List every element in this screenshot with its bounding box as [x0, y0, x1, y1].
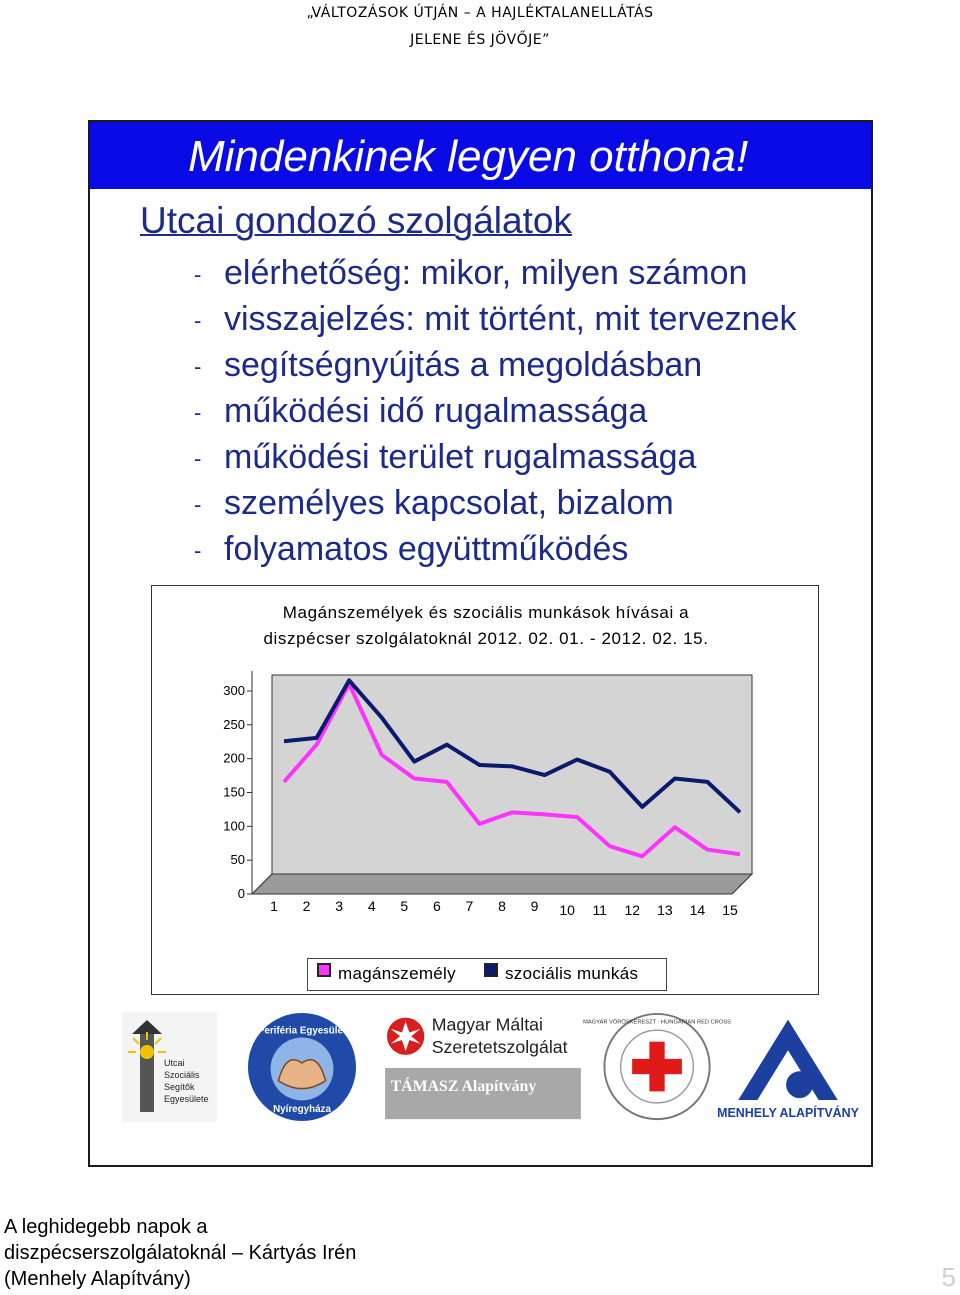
x-tick-label: 3: [335, 898, 344, 914]
periferia-top-text: Periféria Egyesület: [257, 1025, 347, 1037]
footer: [4, 1214, 356, 1292]
usse-line-2: Szociális: [164, 1070, 200, 1080]
bullet-marker: -: [194, 492, 202, 517]
section-heading: Utcai gondozó szolgálatok: [140, 200, 572, 241]
bullet-item: [188, 250, 797, 296]
maltai-logo: [378, 1012, 588, 1122]
bullet-text: működési terület rugalmassága: [224, 438, 697, 476]
header-line-1: „VÁLTOZÁSOK ÚTJÁN – A HAJLÉKTALANELLÁTÁS: [306, 5, 654, 21]
chart-legend: [307, 958, 667, 991]
chart: [151, 585, 819, 995]
usse-line-3: Segítők: [164, 1082, 195, 1092]
x-tick-label: 9: [530, 898, 539, 914]
red-cross-ring-text: MAGYAR VÖRÖSKERESZT · HUNGARIAN RED CROSS: [583, 1019, 731, 1026]
bullet-item: [188, 296, 797, 342]
bullet-marker: -: [194, 538, 202, 563]
bullet-text: segítségnyújtás a megoldásban: [224, 346, 703, 384]
menhely-logo: [718, 1012, 858, 1122]
logo-strip: [118, 1012, 859, 1142]
bullet-marker: -: [194, 262, 202, 287]
y-tick-label: 50: [230, 852, 245, 868]
x-tick-label: 10: [559, 902, 575, 918]
y-tick-label: 250: [223, 716, 245, 732]
page-header: [0, 0, 960, 54]
bullet-marker: -: [194, 354, 202, 379]
header-line-2: JELENE ÉS JÖVŐJE”: [410, 32, 550, 48]
bullet-marker: -: [194, 400, 202, 425]
bullet-item: [188, 388, 797, 434]
legend-label-social-worker: szociális munkás: [505, 964, 639, 983]
x-tick-label: 13: [657, 902, 673, 918]
y-tick-label: 0: [237, 886, 245, 901]
bullet-item: [188, 434, 797, 480]
menhely-label: MENHELY ALAPÍTVÁNY: [717, 1106, 859, 1121]
slide-title: Mindenkinek legyen otthona!: [90, 122, 871, 189]
bullet-text: elérhetőség: mikor, milyen számon: [224, 254, 748, 292]
bullet-text: visszajelzés: mit történt, mit terveznek: [224, 300, 797, 338]
red-cross-logo: [583, 1012, 731, 1122]
chart-title-line-2: diszpécser szolgálatoknál 2012. 02. 01. - 2012. 02. 15.: [263, 629, 709, 648]
x-tick-label: 14: [689, 902, 706, 918]
footer-line-1: A leghidegebb napok a: [4, 1216, 208, 1238]
plot-floor: [252, 874, 752, 894]
x-tick-label: 4: [367, 898, 376, 914]
bullet-item: [188, 480, 797, 526]
x-tick-label: 12: [624, 902, 641, 918]
legend-swatch-social-worker: [484, 963, 498, 977]
y-tick-label: 200: [223, 750, 245, 766]
tamasz-text: TÁMASZ Alapítvány: [390, 1078, 537, 1096]
bullet-item: [188, 526, 797, 572]
slide: [88, 120, 873, 1167]
bullet-marker: -: [194, 446, 202, 471]
periferia-bottom-text: Nyíregyháza: [273, 1104, 331, 1116]
bullet-list: [188, 250, 797, 572]
x-tick-label: 6: [432, 898, 441, 914]
periferia-logo: [246, 1012, 358, 1122]
bullet-text: működési idő rugalmassága: [224, 392, 648, 430]
bullet-marker: -: [194, 308, 202, 333]
usse-line-1: Utcai: [164, 1058, 185, 1068]
x-tick-label: 15: [722, 902, 738, 918]
bullet-text: személyes kapcsolat, bizalom: [224, 484, 674, 522]
usse-logo: [122, 1012, 217, 1122]
x-tick-label: 8: [498, 898, 506, 914]
legend-swatch-private: [317, 963, 331, 977]
bullet-text: folyamatos együttműködés: [224, 530, 629, 568]
maltai-line-1: Magyar Máltai: [431, 1014, 543, 1035]
x-tick-label: 2: [302, 898, 311, 914]
legend-label-private: magánszemély: [338, 964, 456, 983]
x-tick-label: 1: [270, 898, 278, 914]
chart-plot: [152, 586, 820, 956]
chart-title-line-1: Magánszemélyek és szociális munkások hívásai a: [282, 603, 690, 622]
maltai-line-2: Szeretetszolgálat: [431, 1037, 568, 1058]
x-tick-label: 11: [592, 902, 607, 918]
page-number: 5: [941, 1262, 956, 1292]
plot-area: [252, 675, 752, 894]
y-tick-label: 300: [223, 683, 245, 698]
footer-line-3: (Menhely Alapítvány): [4, 1268, 191, 1290]
footer-line-2: diszpécserszolgálatoknál – Kártyás Irén: [4, 1242, 357, 1264]
y-tick-label: 100: [223, 818, 245, 834]
y-tick-label: 150: [223, 784, 245, 800]
bullet-item: [188, 342, 797, 388]
x-tick-label: 7: [465, 898, 474, 914]
usse-line-4: Egyesülete: [164, 1094, 209, 1104]
x-tick-label: 5: [400, 898, 409, 914]
